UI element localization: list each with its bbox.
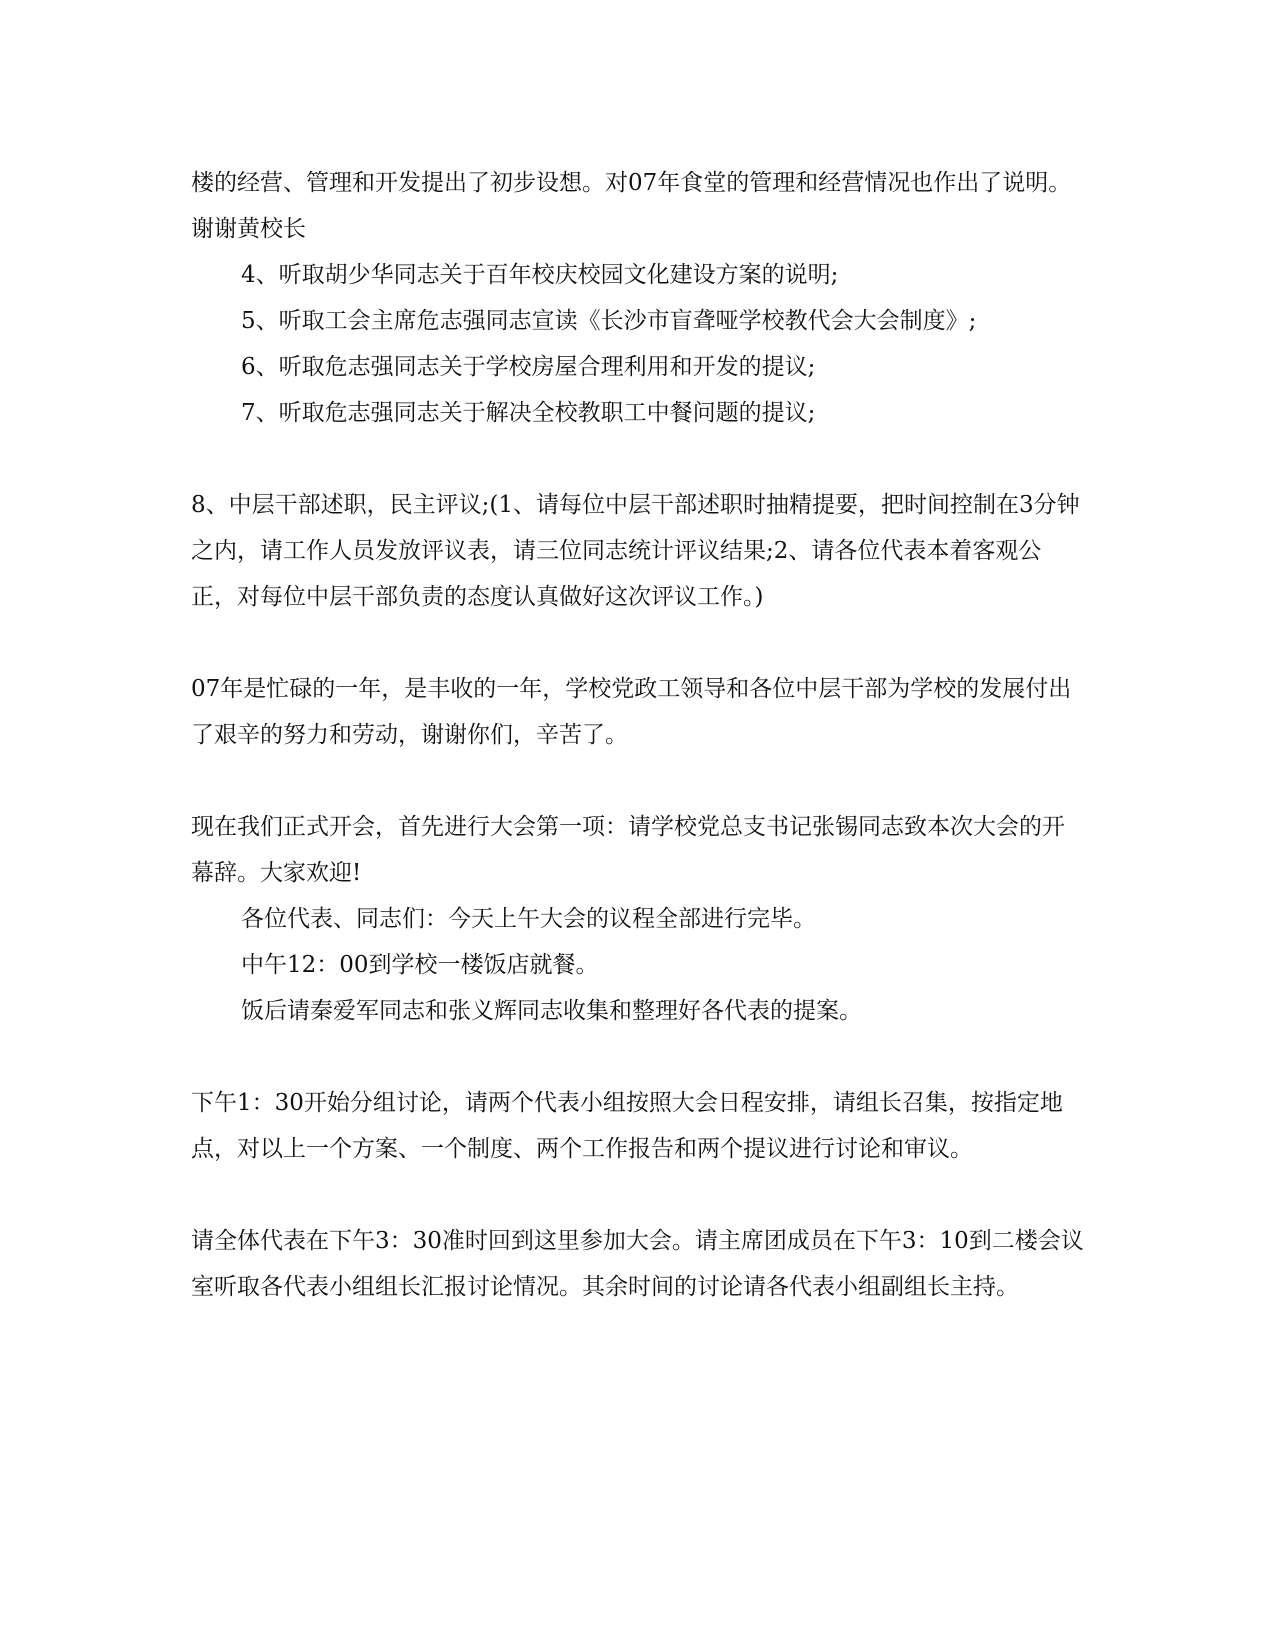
paragraph-thanks: 07年是忙碌的一年，是丰收的一年，学校党政工领导和各位中层干部为学校的发展付出了艰辛的努力和劳动，谢谢你们，辛苦了。 bbox=[191, 676, 1072, 748]
paragraph-gap bbox=[191, 620, 1086, 666]
paragraph-gap bbox=[191, 758, 1086, 804]
paragraph-gap bbox=[191, 1034, 1086, 1080]
paragraph-opening: 现在我们正式开会，首先进行大会第一项：请学校党总支书记张锡同志致本次大会的开幕辞。大家欢迎! bbox=[191, 814, 1065, 886]
agenda-item-4: 4、听取胡少华同志关于百年校庆校园文化建设方案的说明; bbox=[241, 262, 839, 288]
agenda-item-6: 6、听取危志强同志关于学校房屋合理利用和开发的提议; bbox=[241, 354, 816, 380]
agenda-item-7: 7、听取危志强同志关于解决全校教职工中餐问题的提议; bbox=[241, 400, 816, 426]
paragraph-group-discussion: 下午1：30开始分组讨论，请两个代表小组按照大会日程安排，请组长召集，按指定地点，对以上一个方案、一个制度、两个工作报告和两个提议进行讨论和审议。 bbox=[191, 1090, 1063, 1162]
agenda-item-5: 5、听取工会主席危志强同志宣读《长沙市盲聋哑学校教代会大会制度》; bbox=[241, 308, 977, 334]
document-body bbox=[191, 160, 1086, 1310]
paragraph-gap bbox=[191, 436, 1086, 482]
paragraph-morning-closing: 各位代表、同志们：今天上午大会的议程全部进行完毕。 bbox=[241, 906, 816, 932]
paragraph-lunch: 中午12：00到学校一楼饭店就餐。 bbox=[241, 952, 599, 978]
paragraph-afternoon-session: 请全体代表在下午3：30准时回到这里参加大会。请主席团成员在下午3：10到二楼会议室听取各代表小组组长汇报讨论情况。其余时间的讨论请各代表小组副组长主持。 bbox=[191, 1228, 1084, 1300]
paragraph-gap bbox=[191, 1172, 1086, 1218]
agenda-item-8: 8、中层干部述职，民主评议;(1、请每位中层干部述职时抽精提要，把时间控制在3分钟之内，请工作人员发放评议表，请三位同志统计评议结果;2、请各位代表本着客观公正，对每位中层干部负责的态度认真做好这次评议工作。) bbox=[191, 492, 1080, 610]
paragraph-proposals: 饭后请秦爱军同志和张义辉同志收集和整理好各代表的提案。 bbox=[241, 998, 862, 1024]
paragraph-canteen-intro: 楼的经营、管理和开发提出了初步设想。对07年食堂的管理和经营情况也作出了说明。谢谢黄校长 bbox=[191, 170, 1072, 242]
